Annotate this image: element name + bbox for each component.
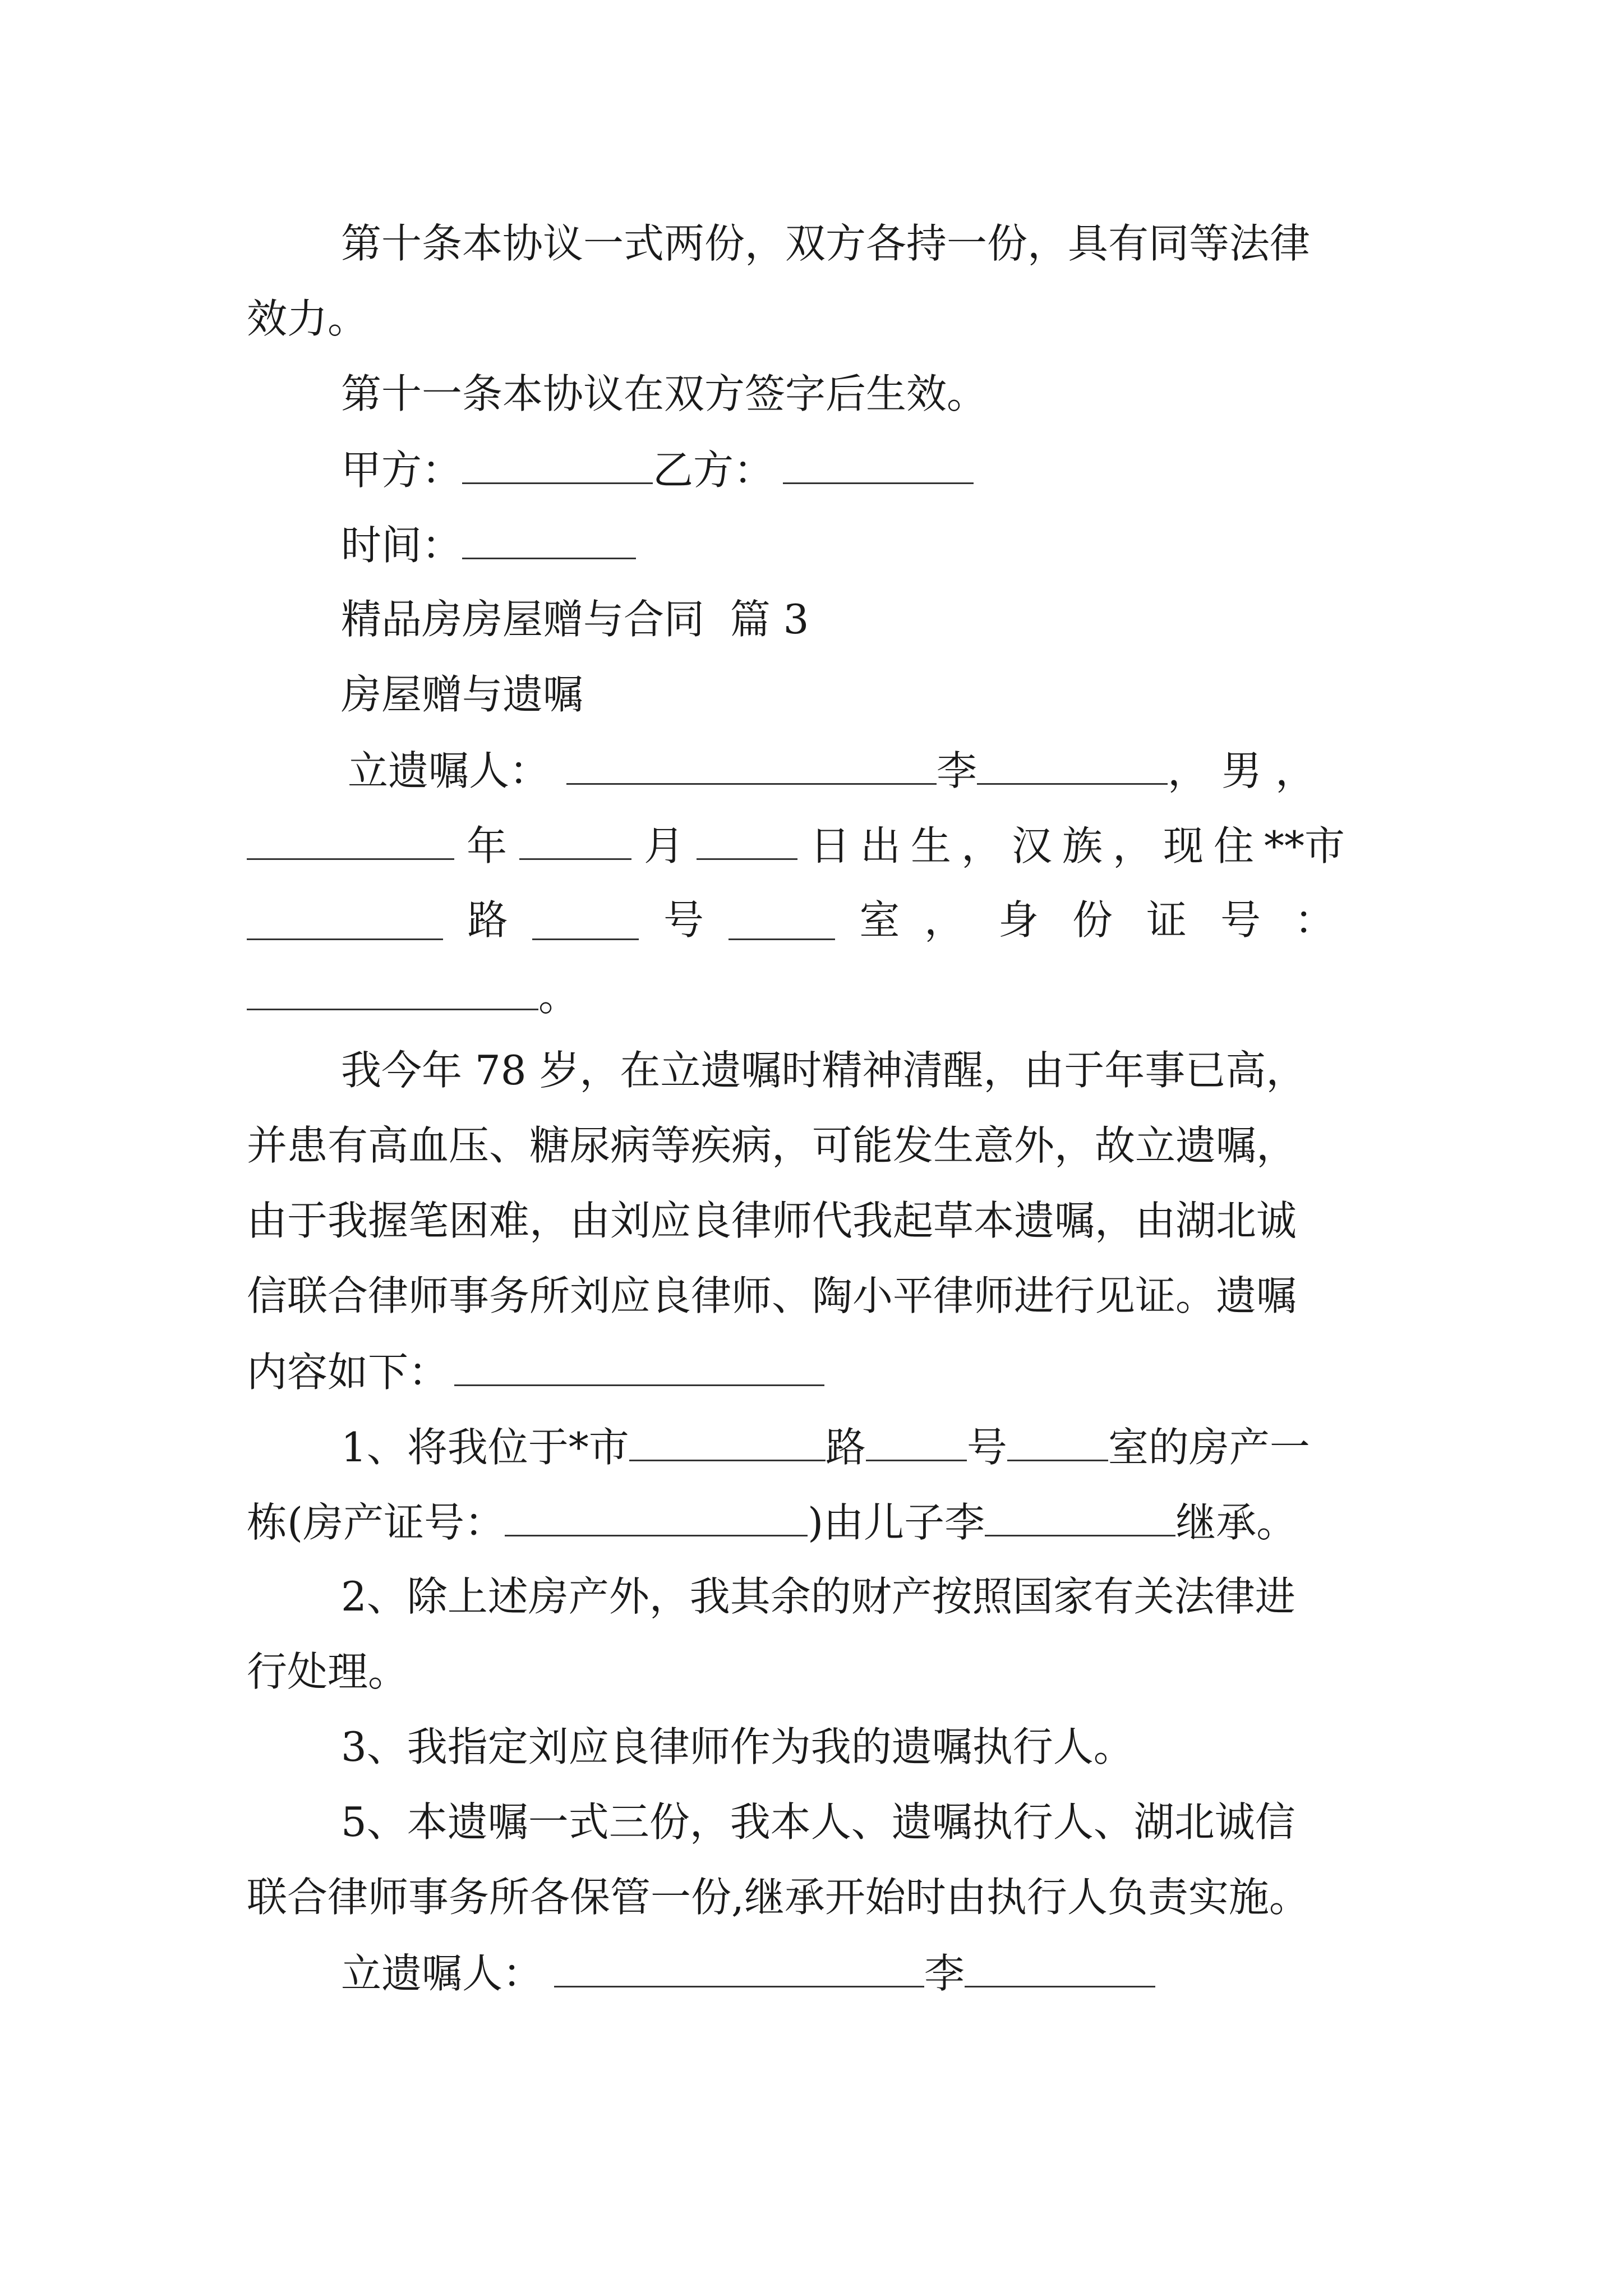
birth-day-text: 日出生，汉族，现住 [810,822,1265,869]
item-1-text-d: 室的房产一 [1108,1424,1310,1471]
will-content-label: 内容如下： [247,1349,449,1396]
testator-given-name-blank [977,749,1168,785]
road-label: 路 [467,896,508,944]
testator-line-4 [247,973,579,1020]
closing-label: 立遗嘱人： [341,1950,543,1997]
item-1-text-e: 栋(房产证号： [247,1499,505,1546]
testator-address-row [247,896,1368,944]
number-blank [532,905,639,940]
item-1-road-blank [629,1426,826,1461]
property-cert-blank [505,1501,808,1536]
signature-time [341,522,636,569]
item-1-room-blank [1007,1426,1108,1461]
item-1-line-1 [341,1424,1310,1471]
closing-name-blank [554,1952,924,1987]
item-1-road-label: 路 [825,1424,866,1471]
closing-signature [341,1950,1155,1997]
article-10-line-1: 第十条本协议一式两份，双方各持一份，具有同等法律 [341,220,1311,267]
heir-name-blank [985,1501,1175,1536]
birth-year-blank [247,825,454,860]
birth-month-blank [519,825,631,860]
item-1-line-2 [247,1499,1297,1546]
id-number-label: ，身份证号： [924,896,1368,944]
para-1-line-1: 我今年 78 岁，在立遗嘱时精神清醒，由于年事已高， [341,1047,1307,1094]
testator-surname: 李 [937,747,978,794]
article-10-line-2: 效力。 [247,295,368,342]
birth-year-label: 年 [467,822,508,869]
signature-parties [341,447,974,494]
time-label: 时间： [341,522,463,569]
will-title: 房屋赠与遗嘱 [341,671,584,718]
item-2-line-1: 2、除上述房产外，我其余的财产按照国家有关法律进 [341,1573,1295,1620]
room-label: 室 [859,896,900,944]
birth-day-blank [697,825,797,860]
id-number-blank [247,975,538,1010]
item-2-line-2: 行处理。 [247,1648,409,1695]
testator-line-1 [348,747,1330,794]
testator-label: 立遗嘱人： [348,747,550,794]
para-1-line-2: 并患有高血压、糖尿病等疾病，可能发生意外，故立遗嘱， [247,1122,1297,1169]
para-1-line-3: 由于我握笔困难，由刘应良律师代我起草本遗嘱，由湖北诚 [247,1197,1297,1244]
party-a-label: 甲方： [341,447,463,494]
section-title: 精品房房屋赠与合同 篇 3 [341,596,809,643]
item-1-number-label: 号 [966,1424,1007,1471]
party-b-blank [783,449,974,484]
item-1-text-g: 继承。 [1175,1499,1297,1546]
item-5-line-2: 联合律师事务所各保管一份,继承开始时由执行人负责实施。 [247,1874,1310,1921]
testator-intro-end: 。 [538,973,579,1020]
room-blank [728,905,835,940]
item-1-text-f: )由儿子李 [808,1499,985,1546]
time-blank [462,524,636,559]
para-1-line-4: 信联合律师事务所刘应良律师、陶小平律师进行见证。遗嘱 [247,1272,1297,1319]
item-1-number-blank [866,1426,967,1461]
number-label: 号 [663,896,704,944]
will-content-blank [454,1351,824,1386]
item-5-line-1: 5、本遗嘱一式三份，我本人、遗嘱执行人、湖北诚信 [341,1798,1295,1846]
item-1-text-a: 1、将我位于*市 [341,1424,629,1471]
testator-line-2 [247,822,1345,869]
party-b-label: 乙方： [653,447,774,494]
closing-given-name-blank [965,1952,1155,1987]
closing-surname: 李 [924,1950,965,1997]
para-1-line-5 [247,1349,824,1396]
birth-month-label: 月 [644,822,685,869]
testator-name-blank [566,749,937,785]
road-blank [247,905,443,940]
testator-line-3 [247,896,1368,944]
item-3: 3、我指定刘应良律师作为我的遗嘱执行人。 [341,1723,1134,1770]
testator-gender: ，男， [1168,747,1330,794]
party-a-blank [462,449,653,484]
residence-city: **市 [1264,822,1345,869]
article-11: 第十一条本协议在双方签字后生效。 [341,370,988,417]
